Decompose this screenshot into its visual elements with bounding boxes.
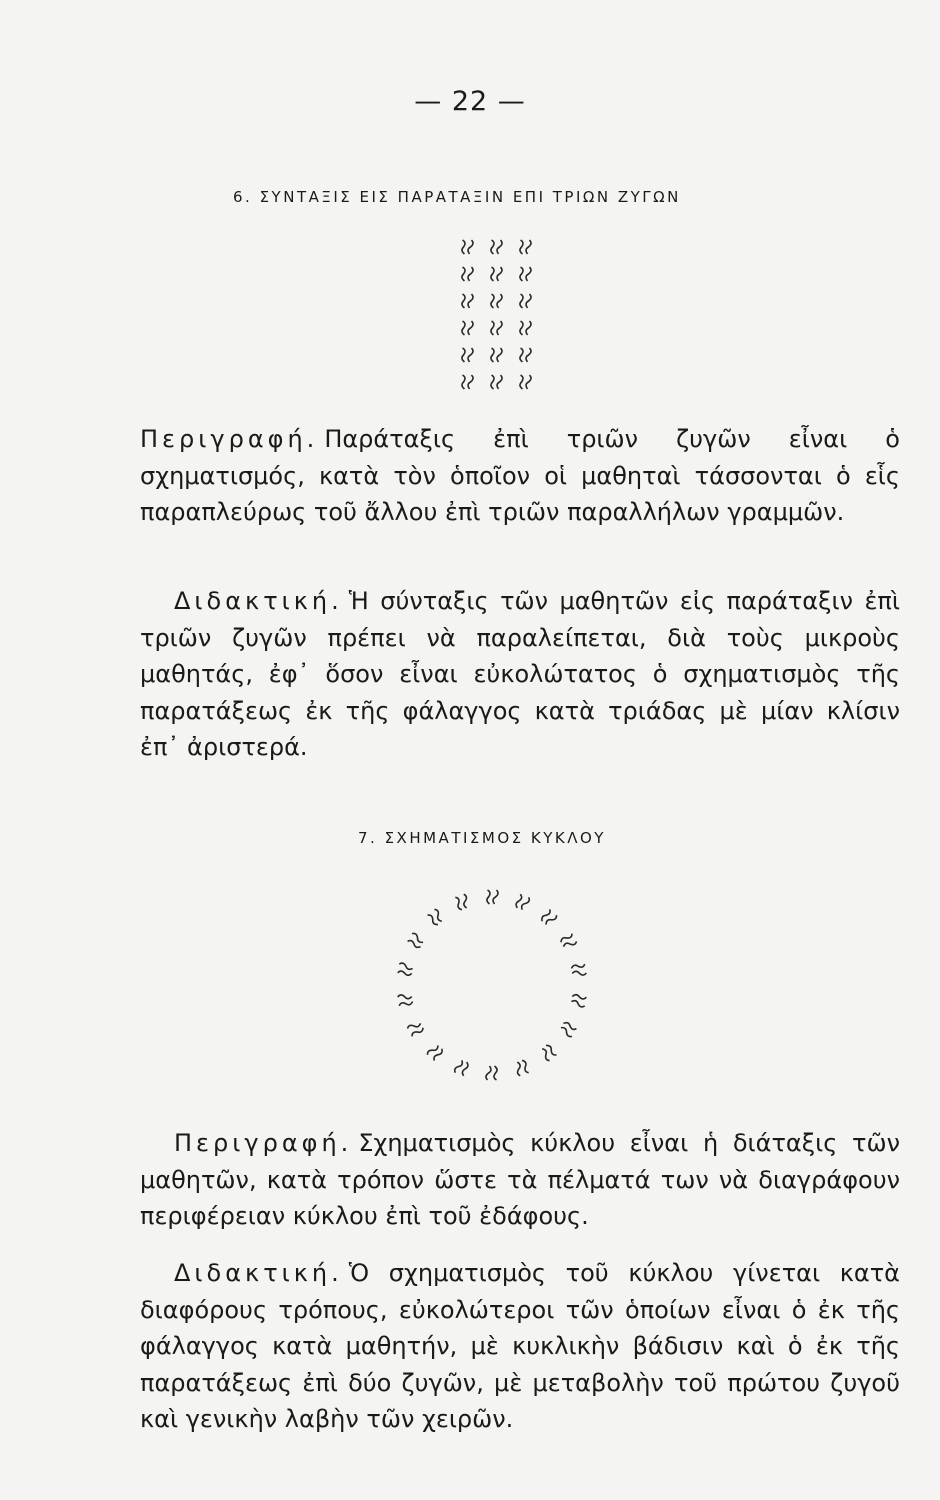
student-feet-circle-1 bbox=[486, 890, 499, 904]
student-feet-circle-10 bbox=[486, 1066, 499, 1080]
didactic-label: Διδακτική. bbox=[174, 1259, 343, 1287]
section-6-heading: 6. ΣΥΝΤΑΞΙΣ ΕΙΣ ΠΑΡΑΤΑΞΙΝ ΕΠΙ ΤΡΙΩΝ ΖΥΓΩΝ bbox=[233, 188, 681, 206]
didactic-label: Διδακτική. bbox=[174, 587, 343, 615]
description-text: Σχηματισμὸς κύκλου εἶναι ἡ διάταξις τῶν μαθητῶν, κατὰ τρόπον ὥστε τὰ πέλματά των νὰ διαγράφουν περιφέρειαν κύκλου ἐπὶ τοῦ ἐδάφους. bbox=[140, 1129, 900, 1230]
student-feet-r2-c1 bbox=[461, 267, 474, 281]
student-feet-r4-c1 bbox=[461, 321, 474, 335]
student-feet-r5-c3 bbox=[519, 348, 532, 362]
section-7-heading: 7. ΣΧΗΜΑΤΙΣΜΟΣ ΚΥΚΛΟΥ bbox=[358, 829, 606, 847]
student-feet-r2-c2 bbox=[490, 267, 503, 281]
student-feet-r1-c2 bbox=[490, 240, 503, 254]
student-feet-circle-18 bbox=[453, 893, 470, 911]
student-feet-circle-12 bbox=[426, 1043, 445, 1062]
student-feet-r6-c2 bbox=[490, 375, 503, 389]
student-feet-circle-14 bbox=[397, 993, 413, 1008]
section-6-didactic bbox=[140, 583, 900, 766]
didactic-text: Ἡ σύνταξις τῶν μαθητῶν εἰς παράταξιν ἐπὶ τριῶν ζυγῶν πρέπει νὰ παραλείπεται, διὰ τοὺς μικροὺς μαθητάς, ἐφ᾽ ὅσον εἶναι εὐκολώτατος ὁ σχηματισμὸς τῆς παρατάξεως ἐκ τῆς φάλαγγος κατὰ τριάδας μὲ μίαν κλίσιν ἐπ᾽ ἀριστερά. bbox=[140, 587, 900, 761]
student-feet-r3-c2 bbox=[490, 294, 503, 308]
student-feet-circle-5 bbox=[570, 962, 586, 977]
student-feet-r3-c3 bbox=[519, 294, 532, 308]
student-feet-circle-6 bbox=[570, 993, 586, 1008]
student-feet-circle-7 bbox=[559, 1020, 578, 1038]
didactic-text: Ὁ σχηματισμὸς τοῦ κύκλου γίνεται κατὰ διαφόρους τρόπους, εὐκολώτεροι τῶν ὁποίων εἶναι ὁ ἐκ τῆς φάλαγγος κατὰ μαθητήν, μὲ κυκλικὴν βάδισιν καὶ ὁ ἐκ τῆς παρατάξεως ἐπὶ δύο ζυγῶν, μὲ μεταβολὴν τοῦ πρώτου ζυγοῦ καὶ γενικὴν λαβὴν τῶν χειρῶν. bbox=[140, 1259, 900, 1433]
student-feet-circle-9 bbox=[514, 1059, 531, 1077]
student-feet-circle-4 bbox=[559, 932, 578, 950]
description-label: Περιγραφή. bbox=[174, 1129, 353, 1157]
student-feet-r1-c1 bbox=[461, 240, 474, 254]
student-feet-r5-c2 bbox=[490, 348, 503, 362]
student-feet-r6-c3 bbox=[519, 375, 532, 389]
section-7-description bbox=[140, 1125, 900, 1235]
three-rank-formation-diagram bbox=[461, 240, 532, 389]
student-feet-r2-c3 bbox=[519, 267, 532, 281]
student-feet-circle-11 bbox=[453, 1059, 470, 1077]
student-feet-r4-c3 bbox=[519, 321, 532, 335]
description-label: Περιγραφή. bbox=[140, 425, 319, 453]
student-feet-circle-2 bbox=[514, 893, 531, 911]
student-feet-r1-c3 bbox=[519, 240, 532, 254]
student-feet-r5-c1 bbox=[461, 348, 474, 362]
section-6-description bbox=[140, 421, 900, 531]
student-feet-r4-c2 bbox=[490, 321, 503, 335]
student-feet-circle-17 bbox=[426, 908, 445, 927]
circle-formation-diagram bbox=[397, 890, 587, 1080]
student-feet-circle-15 bbox=[397, 962, 413, 977]
description-text: Παράταξις ἐπὶ τριῶν ζυγῶν εἶναι ὁ σχηματισμός, κατὰ τὸν ὁποῖον οἱ μαθηταὶ τάσσονται ὁ εἷς παραπλεύρως τοῦ ἄλλου ἐπὶ τριῶν παραλλήλων γραμμῶν. bbox=[140, 425, 900, 526]
page-number: — 22 — bbox=[414, 86, 526, 117]
student-feet-r3-c1 bbox=[461, 294, 474, 308]
section-7-didactic bbox=[140, 1255, 900, 1438]
student-feet-circle-16 bbox=[406, 932, 425, 950]
student-feet-circle-8 bbox=[539, 1043, 558, 1062]
student-feet-circle-13 bbox=[406, 1020, 425, 1038]
student-feet-circle-3 bbox=[539, 908, 558, 927]
student-feet-r6-c1 bbox=[461, 375, 474, 389]
